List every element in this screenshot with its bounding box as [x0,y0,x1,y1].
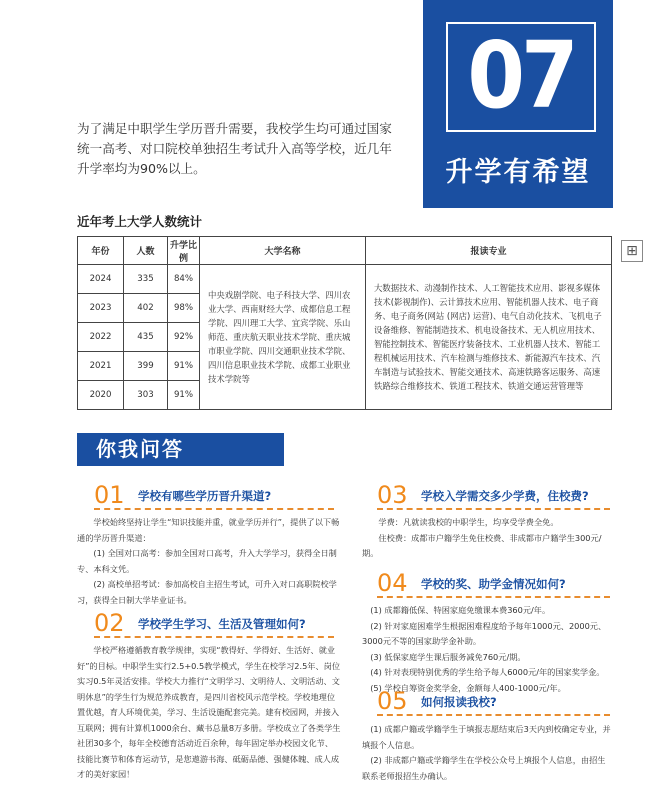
cell-count: 335 [124,265,168,294]
header-count: 人数 [124,237,168,265]
cell-rate: 91% [168,381,200,410]
paragraph: (2) 针对家庭困难学生根据困难程度给予每年1000元、2000元、3000元不等的国家助学金补助。 [362,620,607,646]
section-title: 学校有哪些学历晋升渠道? [138,489,272,503]
section-number: 01 [94,481,125,509]
paragraph: (5) 学校自筹资金奖学金，金额每人400-1000元/年。 [370,682,566,693]
cell-majors: 大数据技术、动漫制作技术、人工智能技术应用、影视多媒体技术(影视制作)、云计算技术应用、智能机器人技术、电子商务、电子商务(网站 (网店) 运营)、电气自动化技术、飞机电子设备维修、智能制造技术、机电设备技术、无人机应用技术、智能控制技术、智能医疗装备技术、工业机器人技术、智能工程机械运用技术、汽车检测与维修技术、新能源汽车技术、汽车制造与试验技术、智能交通技术、高速铁路客运服务、高速铁路综合维修技术、铁道工程技术、铁道交通运营管理等 [366,265,612,410]
cell-rate: 92% [168,323,200,352]
paragraph: (2) 高校单招考试：参加高校自主招生考试，可升入对口高职院校学习，获得全日制大学毕业证书。 [77,579,337,605]
chapter-title: 升学有希望 [445,157,591,188]
cell-rate: 91% [168,352,200,381]
qa-banner: 你我问答 [77,433,284,466]
cell-year: 2024 [78,265,124,294]
paragraph: 学校始终坚持让学生“知识技能并重，就业学历并行”，提供了以下畅通的学历晋升渠道： [77,517,340,543]
enrollment-table [77,236,612,410]
intro-paragraph: 为了满足中职学生学历晋升需要，我校学生均可通过国家统一高考、对口院校单独招生考试升入高等学校，近几年升学率均为90%以上。 [77,121,392,176]
qr-code-icon[interactable]: ⊞ [621,240,643,262]
paragraph: 学费：凡就读我校的中职学生，均享受学费全免。 [378,517,559,527]
cell-rate: 98% [168,294,200,323]
cell-rate: 84% [168,265,200,294]
cell-year: 2023 [78,294,124,323]
header-rate: 升学比例 [168,237,200,265]
header-year: 年份 [78,237,124,265]
section-02-body [77,643,341,783]
section-title: 学校学生学习、生活及管理如何? [138,617,306,631]
section-05-body [362,722,612,784]
chapter-number: 07 [446,22,596,132]
table-row [78,265,612,294]
paragraph: (2) 非成都户籍或学籍学生在学校公众号上填报个人信息，由招生联系老师报招生办确认。 [362,755,606,781]
section-title: 如何报读我校? [421,695,497,709]
cell-universities: 中央戏剧学院、电子科技大学、四川农业大学、西南财经大学、成都信息工程学院、四川理工大学、宜宾学院、乐山师范、重庆航天职业技术学院、重庆城市职业学院、四川交通职业技术学院、四川信息职业技术学院、成都工业职业技术学院等 [200,265,366,410]
cell-count: 399 [124,352,168,381]
paragraph: 住校费：成都市户籍学生免住校费、非成都市户籍学生300元/期。 [362,532,602,558]
section-number: 02 [94,609,125,637]
section-number: 03 [377,481,408,509]
cell-count: 402 [124,294,168,323]
cell-year: 2021 [78,352,124,381]
section-title: 学校的奖、助学金情况如何? [421,577,566,591]
section-04-body [362,603,612,696]
cell-year: 2020 [78,381,124,410]
cell-count: 435 [124,323,168,352]
header-majors: 报读专业 [366,237,612,265]
section-01-header [94,482,334,510]
paragraph: (1) 成都籍低保、特困家庭免缴课本费360元/年。 [370,605,551,615]
table-title: 近年考上大学人数统计 [77,214,203,229]
section-05-header [377,688,610,716]
section-01-body [77,515,341,608]
section-number: 04 [377,569,408,597]
section-03-header [377,482,610,510]
paragraph: (1) 成都户籍或学籍学生于填报志愿结束后3天内到校确定专业，并填报个人信息。 [362,724,611,750]
section-number: 05 [377,687,408,715]
cell-count: 303 [124,381,168,410]
section-02-header [94,610,334,638]
paragraph: (3) 低保家庭学生课后服务减免760元/期。 [370,651,526,662]
cell-year: 2022 [78,323,124,352]
table-header-row [78,237,612,265]
header-universities: 大学名称 [200,237,366,265]
section-title: 学校入学需交多少学费，住校费? [421,489,589,503]
section-03-body [362,515,612,562]
paragraph: (4) 针对表现特别优秀的学生给予每人6000元/年的国家奖学金。 [370,667,605,677]
paragraph: 学校严格遵循教育教学规律，实现“教得好、学得好、生活好、就业好”的目标。中职学生实行2.5+0.5教学模式，学生在校学习2.5年、岗位实习0.5年灵活安排。学校大力推行“文明学习、文明待人、文明活动、文明休息”的学生行为规范养成教育，是四川省校风示范学校。学校地理位置优越，育人环境优美，学习、生活设施配套完美。建有校园网，并接入互联网；拥有计算机1000余台、藏书总量8万多册。学校成立了各类学生社团30多个，每年全校德育活动近百余种，每年固定举办校园文化节、技能比赛节和体育运动节，是您遨游书海、砥砺品德、强健体魄、成人成才的美好家园！ [77,645,341,779]
paragraph: (1) 全国对口高考：参加全国对口高考，升入大学学习，获得全日制专、本科文凭。 [77,548,337,574]
section-04-header [377,570,610,598]
